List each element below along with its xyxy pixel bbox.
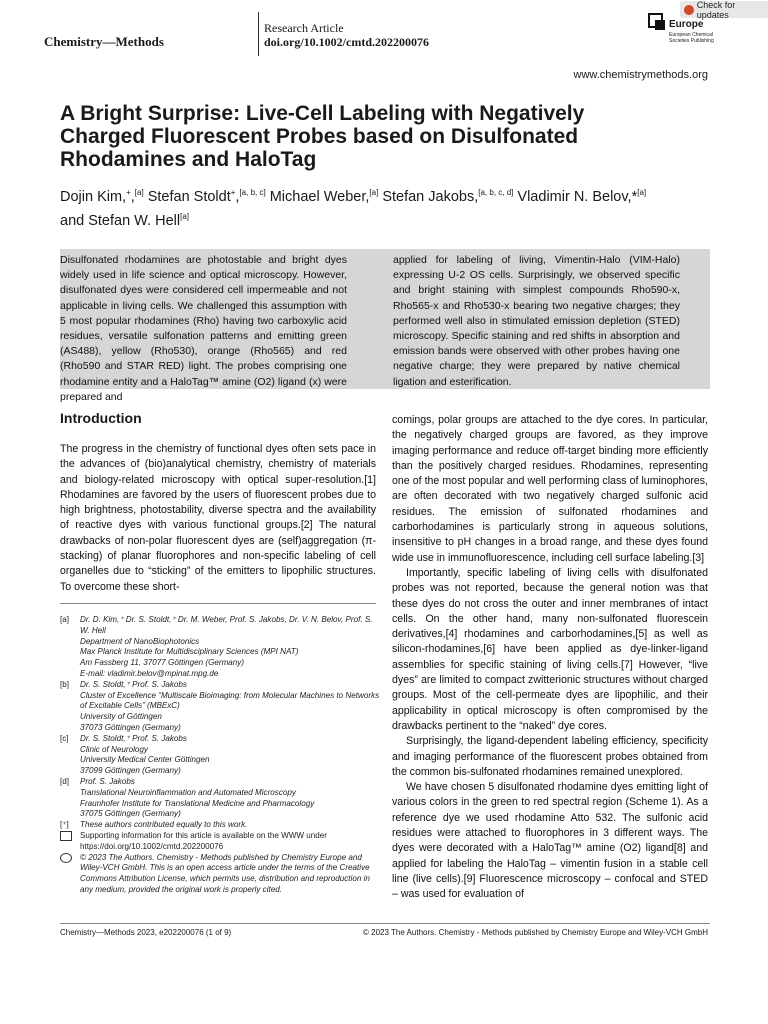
author-list bbox=[60, 183, 720, 231]
footnote-mark: [a] bbox=[60, 615, 69, 624]
footnote-text[interactable]: Supporting information for this article is available on the WWW under https://doi.org/10.1002/cmtd.202200076 bbox=[80, 830, 327, 851]
footnote-inst: Fraunhofer Institute for Translational Medicine and Pharmacology bbox=[80, 798, 315, 808]
open-access-icon bbox=[60, 853, 72, 863]
abstract-right-column: applied for labeling of living, Vimentin-Halo (VIM-Halo) expressing U-2 OS cells. Surprisingly, we observed specific and bright staining with simplest compounds Rho590-x, Rho565-x and Rho530-x bearing two negative charges; they performed well also in stimulated emission depletion (STED) microscopy. Specific staining and red shifts in absorption and emission bands were observed with other probes having one negative charge; they were prepared by native chemical ligation and esterification. bbox=[393, 254, 680, 388]
footnote-b bbox=[60, 680, 380, 734]
article-title: A Bright Surprise: Live-Cell Labeling with Negatively Charged Fluorescent Probes based on Disulfonated Rhodamines and HaloTag bbox=[60, 102, 585, 171]
abstract-left-column: Disulfonated rhodamines are photostable and bright dyes widely used in life science and optical microscopy. However, disulfonated dyes were considered cell impermeable and not applicable in living cells. We challenged this assumption with 5 most popular rhodamines (Rho) having two carboxylic acid residues, versatile sulfonation patterns and emitting green (AS488), yellow (Rho530), orange (Rho565) and red (Rho590 and STAR RED) light. The probes comprising one rhodamine entity and a HaloTag™ amine (O2) ligand (x) were prepared and bbox=[60, 254, 347, 403]
check-updates-label: Check for updates bbox=[696, 0, 736, 20]
footnote-dept: Translational Neuroinflammation and Automated Microscopy bbox=[80, 787, 296, 797]
footnote-c bbox=[60, 734, 380, 777]
footnote-text: These authors contributed equally to this work. bbox=[80, 820, 248, 830]
footnote-a bbox=[60, 615, 380, 680]
right-body-column bbox=[392, 413, 708, 903]
footnote-mark: [c] bbox=[60, 733, 69, 743]
footnote-mark: [⁺] bbox=[60, 820, 69, 830]
logo-subtitle: European Chemical Societies Publishing bbox=[669, 32, 714, 44]
footnote-divider bbox=[60, 603, 376, 604]
footnote-addr: Am Fassberg 11, 37077 Göttingen (Germany) bbox=[80, 658, 245, 668]
footnote-mark: [b] bbox=[60, 679, 69, 689]
logo-word: Europe bbox=[669, 19, 704, 30]
left-body-column bbox=[60, 442, 376, 595]
footnote-text: © 2023 The Authors. Chemistry - Methods published by Chemistry Europe and Wiley-VCH GmbH. This is an open access article under the terms of the Creative Commons Attribution License, which permits use, distribution and reproduction in any medium, provided the original work is properly cited. bbox=[80, 852, 370, 894]
footer-citation: Chemistry—Methods 2023, e202200076 (1 of 9) bbox=[60, 928, 232, 937]
header-divider bbox=[258, 12, 259, 56]
footnote-inst: University Medical Center Göttingen bbox=[80, 755, 210, 765]
footnote-names: Prof. S. Jakobs bbox=[80, 776, 135, 786]
footnote-email[interactable]: E-mail: vladimir.belov@mpinat.mpg.de bbox=[80, 668, 219, 678]
footnote-equal-contribution bbox=[60, 820, 380, 831]
footnote-inst: Cluster of Excellence “Multiscale Bioimaging: from Molecular Machines to Networks of Excitable Cells” (MBExC) bbox=[80, 690, 380, 711]
footnote-addr: 37075 Göttingen (Germany) bbox=[80, 809, 181, 819]
footnote-addr: 37073 Göttingen (Germany) bbox=[80, 722, 181, 732]
affiliation-footnotes bbox=[60, 615, 380, 896]
abstract-box bbox=[60, 249, 710, 403]
footnote-inst: Max Planck Institute for Multidisciplinary Sciences (MPI NAT) bbox=[80, 647, 299, 657]
footnote-addr: 37099 Göttingen (Germany) bbox=[80, 766, 181, 776]
paragraph: The progress in the chemistry of functional dyes often sets pace in the advances of (bio)analytical chemistry, chemistry of materials and biology-related microscopy with optical super-resolution.[1] Rhodamines are favored by the users of fluorescent probes due to high brightness, photostability, diverse spectra and the availability of reactive dyes with various functional groups.[2] The natural drawbacks of non-polar fluorescent dyes are (self)aggregation (π-stacking) of planar fluorophores and non-specific labeling of cell organelles due to “sticking” of the emitters to lipophilic structures. To overcome these short- bbox=[60, 443, 376, 593]
check-for-updates-button[interactable] bbox=[680, 1, 768, 18]
doi-link[interactable]: doi.org/10.1002/cmtd.202200076 bbox=[264, 35, 429, 49]
author-line-1: Dojin Kim,+,[a] Stefan Stoldt+,[a, b, c] Michael Weber,[a] Stefan Jakobs,[a, b, c, d] Vladimir N. Belov,*[a] bbox=[60, 188, 647, 205]
paragraph: Surprisingly, the ligand-dependent labeling efficiency, specificity and imaging performance of the fluorescent probes obtained from the common bis-sulfonated rhodamines remained unexplored. bbox=[392, 735, 708, 778]
footer-divider bbox=[60, 923, 710, 924]
journal-name: Chemistry—Methods bbox=[44, 34, 164, 49]
check-updates-icon bbox=[684, 5, 694, 15]
footer-copyright: © 2023 The Authors. Chemistry - Methods published by Chemistry Europe and Wiley-VCH GmbH bbox=[363, 928, 708, 937]
computer-icon bbox=[60, 831, 72, 841]
logo-block-icon bbox=[655, 20, 665, 30]
footnote-dept: Clinic of Neurology bbox=[80, 744, 148, 754]
footnote-license bbox=[60, 853, 380, 896]
paragraph: We have chosen 5 disulfonated rhodamine dyes emitting light of various colors in the green to red spectral region (Scheme 1). As a reference dye we used rhodamine Atto 532. The sulfonic acid residues were attached to fluorophores in 3 different ways. The dyes were decorated with a HaloTag™ amine (O2) ligand[8] and applied for labeling the HaloTag – vimentin fusion in a stable cell line (live cells).[9] Fluorescence microscopy – confocal and STED – was used for evaluation of bbox=[392, 781, 708, 901]
footnote-d bbox=[60, 777, 380, 820]
article-type: Research Article bbox=[264, 21, 344, 35]
journal-url[interactable]: www.chemistrymethods.org bbox=[573, 69, 708, 81]
footnote-names: Dr. S. Stoldt,⁺ Prof. S. Jakobs bbox=[80, 733, 187, 743]
footnote-univ: University of Göttingen bbox=[80, 712, 162, 722]
paragraph: Importantly, specific labeling of living cells with disulfonated probes was not reported, because the general notion was that these dyes do not cross the outer and inner membranes of intact cells. On the other hand, many non-sulfonated fluorescein derivatives,[4] rhodamines and carborhodamines,[5] as well as silicon-rhodamines,[6] have been applied as dye-linker-ligand assemblies for specific staining of living cells.[7] However, “live dyes” are limited to compact zwitterionic structures without charged groups. Most of the cell-permeate dyes are lipophilic, and their applicability in optical microscopy is often compromised by the drawbacks pertinent to the “naked” dye cores. bbox=[392, 566, 708, 732]
footnote-mark: [d] bbox=[60, 776, 69, 786]
footnote-dept: Department of NanoBiophotonics bbox=[80, 636, 200, 646]
footnote-names: Dr. D. Kim,⁺ Dr. S. Stoldt,⁺ Dr. M. Weber, Prof. S. Jakobs, Dr. V. N. Belov, Prof. S. W. Hell bbox=[80, 615, 373, 635]
paragraph: comings, polar groups are attached to the dye cores. In particular, the negatively charged groups are favored, as they improve imaging performance and reduce off-target binding more efficiently than the positively charged residues. Rhodamines, representing one of the most popular and well performing class of luminophores, are often decorated with two negatively charged sulfonic acid residues. The emission of sulfonated rhodamines and carborhodamines is particularly strong in aqueous solutions, insensitive to pH changes in a broad range, and these dyes found wide use in immunofluorescence, including cell surface labeling.[3] bbox=[392, 414, 708, 564]
footnote-names: Dr. S. Stoldt,⁺ Prof. S. Jakobs bbox=[80, 679, 187, 689]
footnote-supporting-info bbox=[60, 831, 380, 853]
section-heading-introduction: Introduction bbox=[60, 410, 142, 426]
author-line-2: and Stefan W. Hell[a] bbox=[60, 211, 189, 229]
